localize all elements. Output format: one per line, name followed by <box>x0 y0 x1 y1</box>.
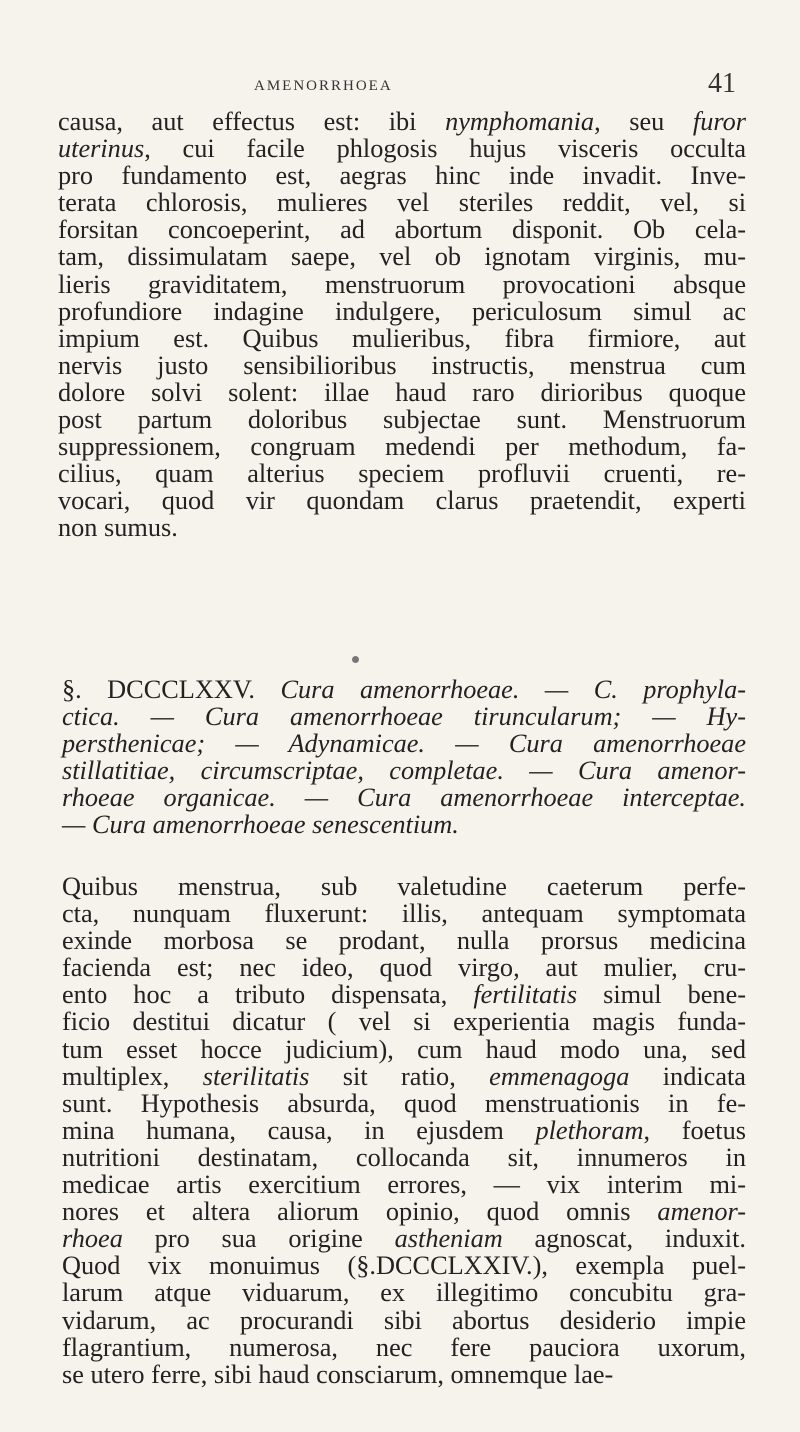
text-line: stillatitiae, circumscriptae, completae. — Cura amenor- <box>62 756 746 786</box>
ink-speck <box>352 656 359 663</box>
text-line: Quibus menstrua, sub valetudine caeterum perfe- <box>62 872 746 901</box>
text-line: Quod vix monuimus (§.DCCCLXXIV.), exempla puel- <box>62 1251 746 1281</box>
text-line: uterinus, cui facile phlogosis hujus visceris occulta <box>58 134 746 164</box>
text-line: suppressionem, congruam medendi per methodum, fa- <box>58 432 746 462</box>
text-line: forsitan concoeperint, ad abortum disponit. Ob cela- <box>58 215 746 245</box>
text-line: rhoea pro sua origine astheniam agnoscat, induxit. <box>62 1224 746 1254</box>
text-line: cta, nunquam fluxerunt: illis, antequam symptomata <box>62 899 746 929</box>
text-line: vocari, quod vir quondam clarus praetendit, experti <box>58 486 746 516</box>
text-line: impium est. Quibus mulieribus, fibra firmiore, aut <box>58 323 746 353</box>
text-line: larum atque viduarum, ex illegitimo concubitu gra- <box>62 1278 746 1308</box>
text-line: medicae artis exercitium errores, — vix interim mi- <box>62 1170 746 1200</box>
text-line: dolore solvi solent: illae haud raro dirioribus quoque <box>58 377 746 407</box>
text-line: ctica. — Cura amenorrhoeae tiruncularum; — Hy- <box>62 702 746 732</box>
text-line: facienda est; nec ideo, quod virgo, aut mulier, cru- <box>62 953 746 983</box>
text-line: profundiore indagine indulgere, periculosum simul ac <box>58 296 746 326</box>
text-line: terata chlorosis, mulieres vel steriles reddit, vel, si <box>58 188 746 218</box>
text-line: mina humana, causa, in ejusdem plethoram, foetus <box>62 1115 746 1145</box>
text-line: post partum doloribus subjectae sunt. Menstruorum <box>58 405 746 435</box>
text-line: causa, aut effectus est: ibi nymphomania, seu furor <box>58 107 746 136</box>
text-line: nutritioni destinatam, collocanda sit, innumeros in <box>62 1142 746 1172</box>
text-line: rhoeae organicae. — Cura amenorrhoeae interceptae. <box>62 783 746 813</box>
text-line: persthenicae; — Adynamicae. — Cura amenorrhoeae <box>62 729 746 759</box>
paragraph-2-section-heading <box>62 676 746 839</box>
text-line: lieris graviditatem, menstruorum provocationi absque <box>58 269 746 299</box>
page-number: 41 <box>708 68 736 99</box>
text-line: se utero ferre, sibi haud consciarum, omnemque lae- <box>62 1359 614 1389</box>
text-line: vidarum, ac procurandi sibi abortus desiderio impie <box>62 1305 746 1335</box>
paragraph-3 <box>62 873 746 1388</box>
text-line: ficio destitui dicatur ( vel si experientia magis funda- <box>62 1007 746 1037</box>
text-line: nores et altera aliorum opinio, quod omnis amenor- <box>62 1197 746 1227</box>
text-line: — Cura amenorrhoeae senescentium. <box>62 810 459 840</box>
text-line: exinde morbosa se prodant, nulla prorsus medicina <box>62 926 746 956</box>
text-line: tam, dissimulatam saepe, vel ob ignotam virginis, mu- <box>58 242 746 272</box>
text-line: cilius, quam alterius speciem profluvii cruenti, re- <box>58 459 746 489</box>
text-line: ento hoc a tributo dispensata, fertilitatis simul bene- <box>62 980 746 1010</box>
text-line: nervis justo sensibilioribus instructis, menstrua cum <box>58 350 746 380</box>
text-line: pro fundamento est, aegras hinc inde invadit. Inve- <box>58 161 746 191</box>
paragraph-1 <box>58 108 746 542</box>
text-line: sunt. Hypothesis absurda, quod menstruationis in fe- <box>62 1088 746 1118</box>
text-line: non sumus. <box>58 513 178 543</box>
text-line: tum esset hocce judicium), cum haud modo una, sed <box>62 1034 746 1064</box>
text-line: multiplex, sterilitatis sit ratio, emmenagoga indicata <box>62 1061 746 1091</box>
text-line: §. DCCCLXXV. Cura amenorrhoeae. — C. prophyla- <box>62 675 747 704</box>
text-line: flagrantium, numerosa, nec fere pauciora uxorum, <box>62 1332 746 1362</box>
running-head: AMENORRHOEA <box>254 78 393 94</box>
